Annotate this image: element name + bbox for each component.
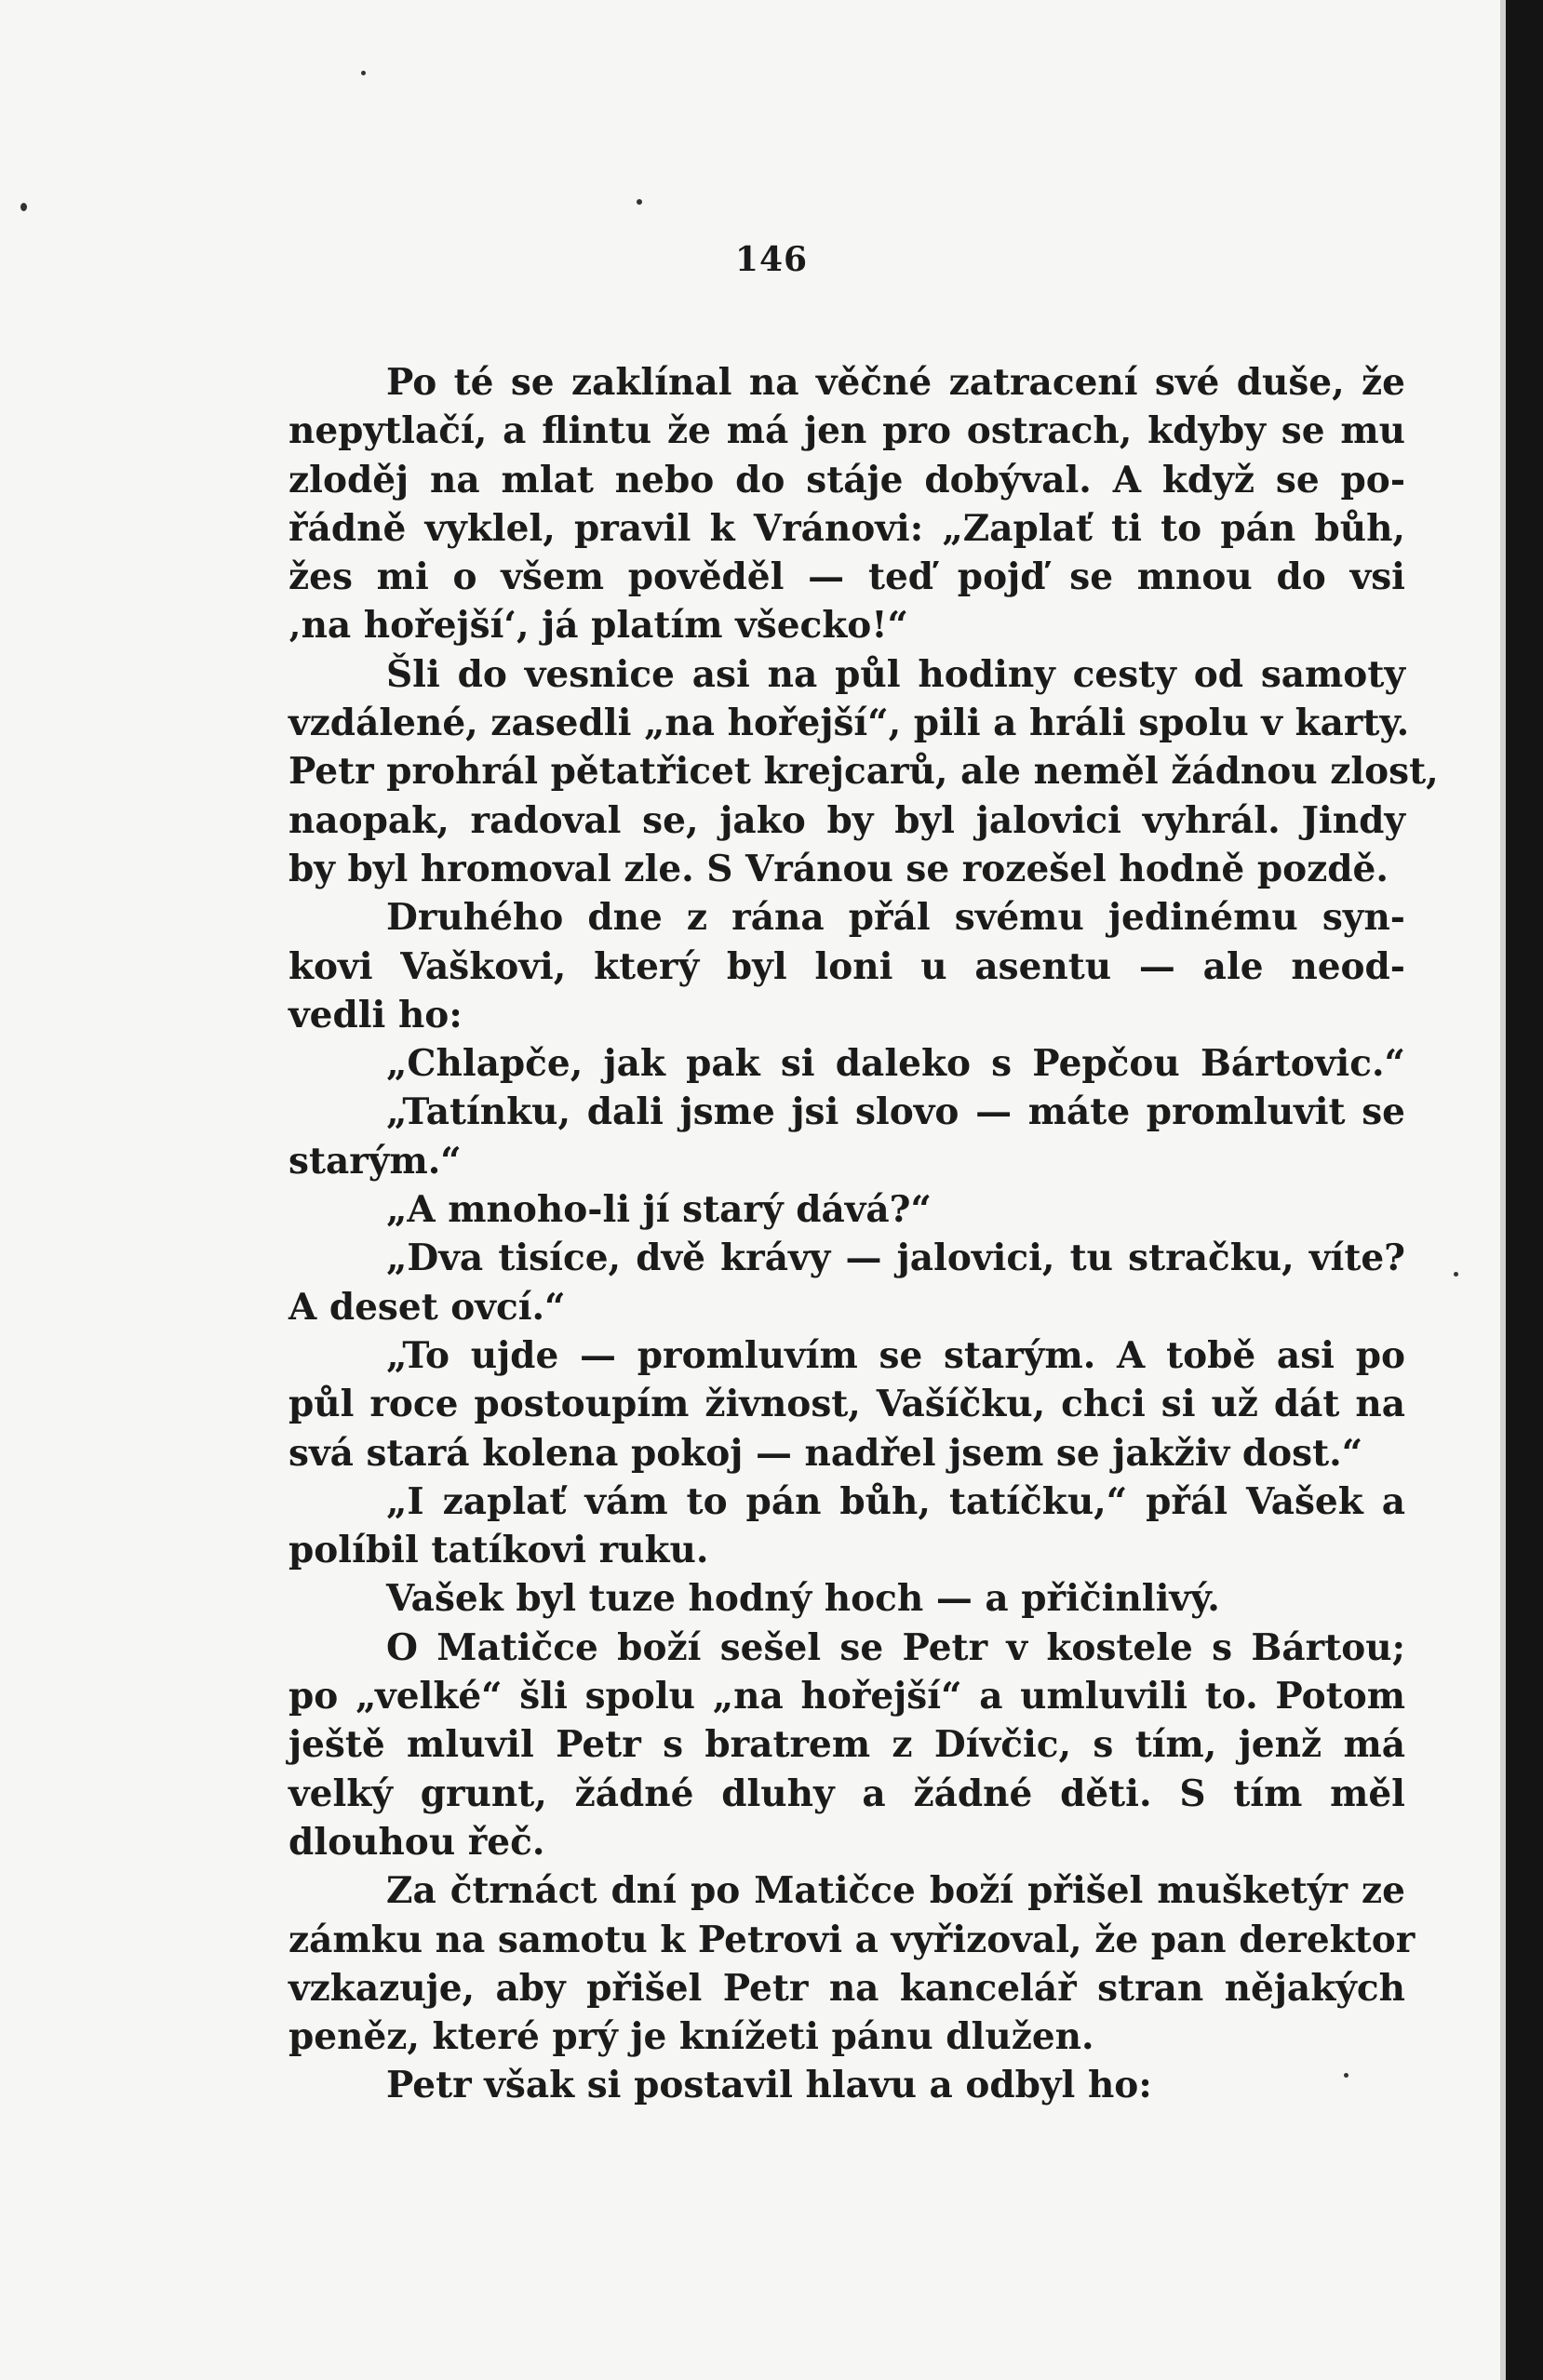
text-line: Za čtrnáct dní po Matičce boží přišel mušketýr ze xyxy=(386,1869,1405,1913)
text-line: „Dva tisíce, dvě krávy — jalovici, tu stračku, víte? xyxy=(386,1237,1405,1280)
text-line: Petr prohrál pětatřicet krejcarů, ale neměl žádnou zlost, xyxy=(288,750,1439,794)
text-line: naopak, radoval se, jako by byl jalovici vyhrál. Jindy xyxy=(288,798,1405,842)
text-line: „Chlapče, jak pak si daleko s Pepčou Bártovic.“ xyxy=(386,1042,1405,1086)
body-text xyxy=(288,358,1439,2110)
scan-speck xyxy=(1454,1272,1458,1277)
text-line: zámku na samotu k Petrovi a vyřizoval, že pan derektor xyxy=(288,1918,1416,1961)
text-line: kovi Vaškovi, který byl loni u asentu — ale neod- xyxy=(288,944,1405,988)
text-line: „I zaplať vám to pán bůh, tatíčku,“ přál Vašek a xyxy=(386,1479,1405,1523)
text-line: Šli do vesnice asi na půl hodiny cesty od samoty xyxy=(386,652,1405,696)
text-line: A deset ovcí.“ xyxy=(288,1285,566,1329)
text-line: „A mnoho-li jí starý dává?“ xyxy=(386,1188,932,1232)
text-line: žes mi o všem pověděl — teď pojď se mnou do vsi xyxy=(288,555,1405,599)
text-line: půl roce postoupím živnost, Vašíčku, chci si už dát na xyxy=(288,1383,1405,1426)
text-line: zloděj na mlat nebo do stáje dobýval. A když se po- xyxy=(288,458,1405,501)
text-line: vzdálené, zasedli „na hořejší“, pili a hráli spolu v karty. xyxy=(288,702,1410,745)
text-line: vedli ho: xyxy=(288,993,463,1036)
scan-speck xyxy=(20,203,27,211)
text-line: Vašek byl tuze hodný hoch — a přičinlivý. xyxy=(386,1577,1220,1621)
text-line: Petr však si postavil hlavu a odbyl ho: xyxy=(386,2064,1152,2107)
text-line: Po té se zaklínal na věčné zatracení své duše, že xyxy=(386,361,1405,404)
text-line: vzkazuje, aby přišel Petr na kancelář stran nějakých xyxy=(288,1966,1405,2010)
text-line: ‚na hořejší‘, já platím všecko!“ xyxy=(288,604,908,648)
text-line: po „velké“ šli spolu „na hořejší“ a umluvili to. Potom xyxy=(288,1675,1405,1718)
text-line: dlouhou řeč. xyxy=(288,1820,545,1864)
text-line: řádně vyklel, pravil k Vránovi: „Zaplať ti to pán bůh, xyxy=(288,506,1405,550)
text-line: peněz, které prý je knížeti pánu dlužen. xyxy=(288,2015,1094,2059)
text-line: svá stará kolena pokoj — nadřel jsem se jakživ dost.“ xyxy=(288,1431,1363,1475)
text-line: „Tatínku, dali jsme jsi slovo — máte promluvit se xyxy=(386,1090,1405,1134)
text-line: velký grunt, žádné dluhy a žádné děti. S tím měl xyxy=(288,1772,1405,1815)
scan-speck xyxy=(637,199,642,205)
text-line: nepytlačí, a flintu že má jen pro ostrach, kdyby se mu xyxy=(288,409,1405,453)
text-line: by byl hromoval zle. S Vránou se rozešel hodně pozdě. xyxy=(288,847,1389,890)
text-line: O Matičce boží sešel se Petr v kostele s Bártou; xyxy=(386,1625,1405,1669)
text-line: ještě mluvil Petr s bratrem z Dívčic, s tím, jenž má xyxy=(288,1723,1405,1767)
text-line: starým.“ xyxy=(288,1139,462,1183)
scan-edge xyxy=(1506,0,1543,2380)
text-line: políbil tatíkovi ruku. xyxy=(288,1529,709,1572)
page-number: 146 xyxy=(734,240,809,279)
text-line: „To ujde — promluvím se starým. A tobě asi po xyxy=(386,1333,1405,1377)
scan-speck xyxy=(361,71,366,75)
text-line: Druhého dne z rána přál svému jedinému syn- xyxy=(386,896,1405,940)
